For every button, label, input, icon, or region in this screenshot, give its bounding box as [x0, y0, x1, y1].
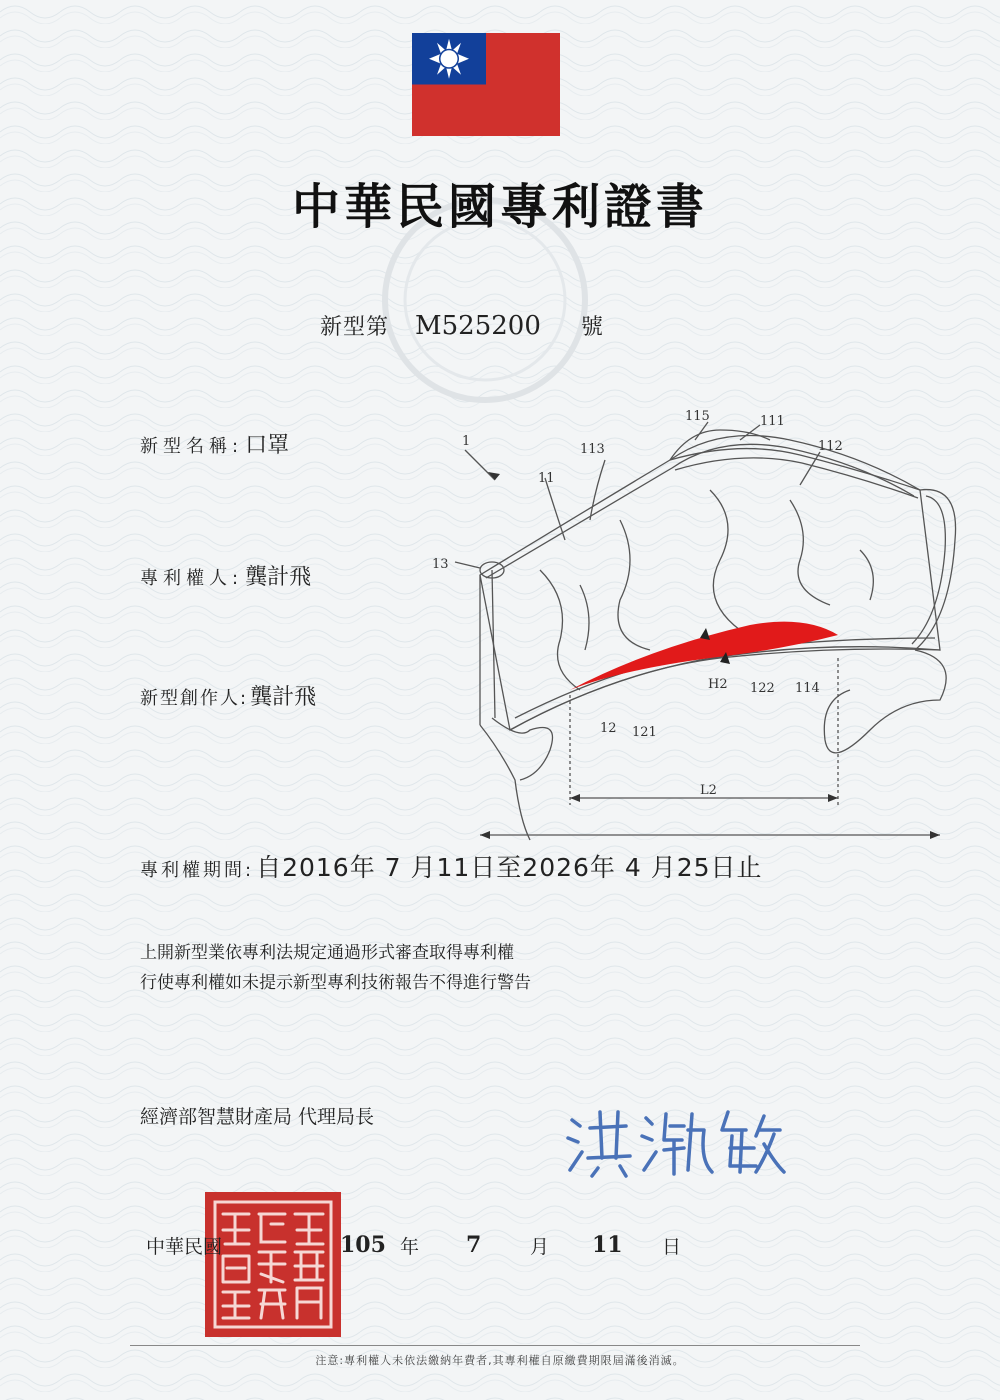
field-holder [140, 560, 311, 591]
field-name [140, 428, 289, 459]
date-day-value: 11 [592, 1232, 623, 1258]
date-era: 中華民國 [146, 1236, 223, 1258]
mask-drawing [420, 400, 990, 850]
label-1: 1 [462, 434, 471, 449]
label-122: 122 [750, 681, 775, 696]
patent-number-suffix: 號 [580, 315, 604, 340]
field-name-label: 新型名稱: [140, 436, 244, 457]
label-h2: H2 [708, 677, 728, 692]
field-name-value: 口罩 [245, 433, 290, 458]
field-holder-value: 龔計飛 [245, 565, 312, 590]
label-11: 11 [538, 471, 555, 486]
certificate-title: 中華民國專利證書 [291, 179, 708, 235]
footer-divider [130, 1345, 860, 1346]
date-year-unit: 年 [400, 1236, 420, 1258]
label-13: 13 [432, 557, 449, 572]
footnote: 注意:專利權人未依法繳納年費者,其專利權自原繳費期限屆滿後消滅。 [315, 1354, 685, 1367]
label-12: 12 [600, 721, 617, 736]
label-114: 114 [795, 681, 820, 696]
date-month-value: 7 [466, 1232, 482, 1258]
declaration-line-2: 行使專利權如未提示新型專利技術報告不得進行警告 [140, 973, 531, 993]
patent-number [320, 310, 604, 341]
patent-number-value: M525200 [415, 311, 541, 341]
label-l2: L2 [700, 783, 717, 798]
official-seal [205, 1192, 341, 1337]
date-month [466, 1232, 481, 1258]
date-day [592, 1232, 623, 1258]
date-year-value: 105 [340, 1232, 386, 1258]
label-115: 115 [685, 409, 710, 424]
field-creator [140, 680, 316, 711]
signature [560, 1100, 790, 1180]
flag-icon [412, 33, 560, 136]
date-day-unit: 日 [662, 1236, 682, 1258]
label-112: 112 [818, 439, 843, 454]
declaration-line-1: 上開新型業依專利法規定通過形式審查取得專利權 [140, 943, 514, 963]
field-creator-label: 新型創作人: [140, 688, 249, 709]
field-term [140, 848, 763, 884]
date-month-unit: 月 [530, 1236, 550, 1258]
date-year [340, 1232, 386, 1258]
field-term-value: 自2016年 7 月11日至2026年 4 月25日止 [256, 853, 763, 882]
label-113: 113 [580, 442, 605, 457]
field-creator-value: 龔計飛 [250, 685, 317, 710]
field-holder-label: 專利權人: [140, 568, 244, 589]
field-term-label: 專利權期間: [140, 860, 255, 881]
label-111: 111 [760, 414, 785, 429]
issuer-office: 經濟部智慧財產局 代理局長 [140, 1106, 375, 1128]
patent-number-prefix: 新型第 [320, 315, 390, 340]
label-121: 121 [632, 725, 657, 740]
